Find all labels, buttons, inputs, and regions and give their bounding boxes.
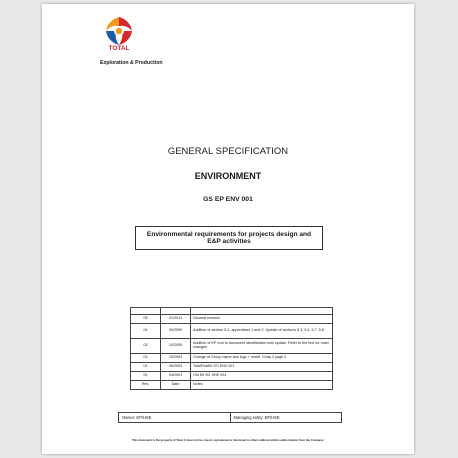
notes-cell: Addition of section 5.2, appendixes 1 and 2. Update of sections 5.3, 5.4, 5.7, 5.8 (191, 324, 333, 339)
confidentiality-note: This document is the property of Total. It must not be stored, reproduced or disclosed to others without written authorisation from the Company. (131, 438, 325, 442)
date-cell: 10/2003 (161, 354, 191, 363)
date-header: Date (161, 381, 191, 390)
total-logo-icon (102, 14, 136, 48)
notes-cell: Change of Group name and logo + modif. Chap.2 page 4 (191, 354, 333, 363)
logo-text: TOTAL (108, 45, 130, 52)
document-title: ENVIRONMENT (194, 171, 262, 181)
division-label: Exploration & Production (100, 60, 163, 66)
managing-entity-cell: Managing entity: EP/HSE (230, 413, 342, 422)
rev-cell: 02 (131, 354, 161, 363)
notes-cell: Addition of EP root to document identification and update. Refer to the text for main changes (191, 339, 333, 354)
date-cell: 01/2011 (161, 315, 191, 324)
rev-cell: 03 (131, 339, 161, 354)
notes-cell: TotalFinaElf GS ENV 001 (191, 363, 333, 372)
notes-header: Notes (191, 381, 333, 390)
owner-box (118, 412, 342, 423)
table-row (131, 372, 333, 381)
subject-box (135, 226, 323, 250)
table-row (131, 363, 333, 372)
date-cell: 05/2003 (161, 363, 191, 372)
owner-cell: Owner: EP/HSE (122, 415, 152, 420)
document-code: GS EP ENV 001 (203, 196, 253, 203)
date-cell: 09/2009 (161, 324, 191, 339)
table-row (131, 324, 333, 339)
table-row (131, 354, 333, 363)
table-row (131, 308, 333, 315)
notes-cell: Old Elf SG SHE 004 (191, 372, 333, 381)
table-row (131, 339, 333, 354)
rev-cell: 04 (131, 324, 161, 339)
document-category: GENERAL SPECIFICATION (167, 145, 289, 156)
rev-header: Rev. (131, 381, 161, 390)
subject-line-1: Environmental requirements for projects design and (146, 230, 312, 238)
rev-cell: 00 (131, 372, 161, 381)
date-cell: 10/2005 (161, 339, 191, 354)
table-row (131, 315, 333, 324)
date-cell: 04/2001 (161, 372, 191, 381)
revision-table (130, 307, 333, 390)
subject-line-2: E&P activities (207, 238, 251, 245)
notes-cell: General revision (191, 315, 333, 324)
rev-cell: 05 (131, 315, 161, 324)
rev-cell: 01 (131, 363, 161, 372)
table-header-row (131, 381, 333, 390)
